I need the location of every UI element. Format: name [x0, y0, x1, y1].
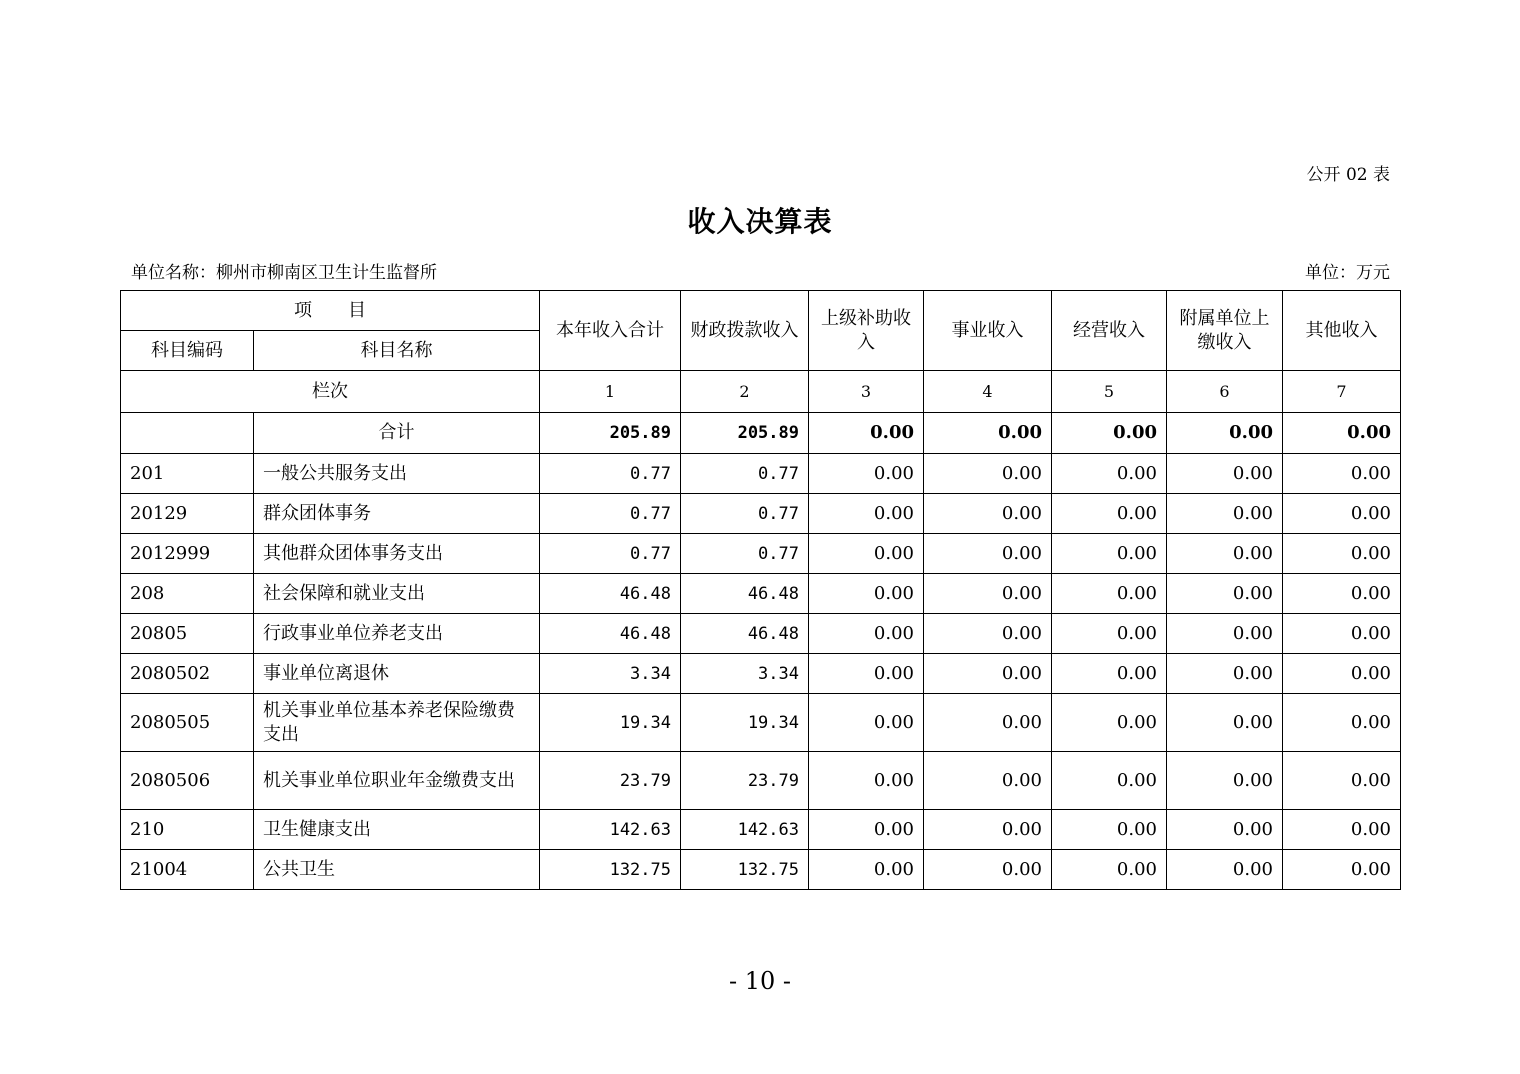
row-value: 0.00 — [1052, 694, 1167, 752]
row-value: 0.77 — [540, 494, 681, 534]
row-value: 0.00 — [809, 614, 924, 654]
table-row — [121, 654, 1401, 694]
index-num: 2 — [681, 371, 809, 413]
row-code: 2080502 — [121, 654, 254, 694]
form-id: 公开 02 表 — [1306, 165, 1390, 185]
row-value: 0.00 — [924, 574, 1052, 614]
row-value: 0.77 — [681, 534, 809, 574]
row-value: 0.00 — [924, 810, 1052, 850]
total-value: 0.00 — [1167, 413, 1283, 454]
row-value: 0.00 — [809, 534, 924, 574]
row-value: 0.00 — [1283, 752, 1401, 810]
row-value: 0.00 — [924, 454, 1052, 494]
header-col-6: 附属单位上缴收入 — [1167, 291, 1283, 371]
row-name: 行政事业单位养老支出 — [254, 614, 540, 654]
row-code: 201 — [121, 454, 254, 494]
row-value: 0.00 — [924, 752, 1052, 810]
row-value: 0.77 — [681, 494, 809, 534]
row-value: 0.00 — [924, 850, 1052, 890]
unit-name: 单位名称：柳州市柳南区卫生计生监督所 — [131, 263, 437, 283]
table-row — [121, 752, 1401, 810]
index-num: 7 — [1283, 371, 1401, 413]
row-value: 0.00 — [1052, 850, 1167, 890]
row-value: 0.00 — [1052, 494, 1167, 534]
row-value: 0.77 — [540, 534, 681, 574]
row-value: 3.34 — [681, 654, 809, 694]
row-value: 0.00 — [1167, 654, 1283, 694]
row-name: 机关事业单位职业年金缴费支出 — [254, 752, 540, 810]
row-value: 0.00 — [809, 654, 924, 694]
row-code: 20129 — [121, 494, 254, 534]
row-code: 210 — [121, 810, 254, 850]
row-name: 事业单位离退休 — [254, 654, 540, 694]
row-value: 0.00 — [1167, 694, 1283, 752]
total-label: 合计 — [254, 413, 540, 454]
row-value: 0.00 — [924, 494, 1052, 534]
table-row — [121, 810, 1401, 850]
row-value: 0.00 — [1052, 752, 1167, 810]
index-num: 5 — [1052, 371, 1167, 413]
row-value: 0.00 — [1052, 574, 1167, 614]
row-value: 0.00 — [1052, 810, 1167, 850]
income-table — [120, 290, 1401, 890]
header-col-2: 财政拨款收入 — [681, 291, 809, 371]
header-col-1: 本年收入合计 — [540, 291, 681, 371]
row-value: 0.00 — [1052, 534, 1167, 574]
row-value: 0.00 — [1052, 454, 1167, 494]
row-value: 0.00 — [809, 494, 924, 534]
row-name: 群众团体事务 — [254, 494, 540, 534]
row-value: 0.00 — [1283, 534, 1401, 574]
row-value: 0.00 — [924, 654, 1052, 694]
row-name: 公共卫生 — [254, 850, 540, 890]
row-value: 3.34 — [540, 654, 681, 694]
row-code: 2012999 — [121, 534, 254, 574]
total-code-cell — [121, 413, 254, 454]
row-value: 0.00 — [1167, 850, 1283, 890]
row-name: 一般公共服务支出 — [254, 454, 540, 494]
row-value: 0.00 — [1283, 694, 1401, 752]
row-value: 0.00 — [809, 752, 924, 810]
row-value: 0.00 — [1283, 810, 1401, 850]
table-row — [121, 850, 1401, 890]
table-row — [121, 534, 1401, 574]
row-value: 0.00 — [1052, 654, 1167, 694]
row-value: 0.00 — [1167, 614, 1283, 654]
index-num: 1 — [540, 371, 681, 413]
index-num: 4 — [924, 371, 1052, 413]
header-name: 科目名称 — [254, 331, 540, 371]
row-value: 0.00 — [1052, 614, 1167, 654]
row-value: 19.34 — [540, 694, 681, 752]
total-value: 0.00 — [1283, 413, 1401, 454]
table-row — [121, 694, 1401, 752]
row-value: 46.48 — [540, 614, 681, 654]
row-value: 19.34 — [681, 694, 809, 752]
row-value: 132.75 — [540, 850, 681, 890]
total-value: 205.89 — [681, 413, 809, 454]
row-name: 社会保障和就业支出 — [254, 574, 540, 614]
header-code: 科目编码 — [121, 331, 254, 371]
row-value: 0.00 — [1283, 454, 1401, 494]
row-value: 0.00 — [1167, 574, 1283, 614]
row-value: 0.00 — [1167, 454, 1283, 494]
row-code: 2080505 — [121, 694, 254, 752]
row-value: 0.77 — [681, 454, 809, 494]
row-value: 0.00 — [809, 810, 924, 850]
table-row — [121, 494, 1401, 534]
page-number: - 10 - — [728, 967, 791, 995]
row-value: 0.00 — [924, 614, 1052, 654]
row-code: 20805 — [121, 614, 254, 654]
row-value: 0.00 — [809, 454, 924, 494]
header-col-7: 其他收入 — [1283, 291, 1401, 371]
row-value: 46.48 — [681, 614, 809, 654]
header-col-3: 上级补助收入 — [809, 291, 924, 371]
row-value: 132.75 — [681, 850, 809, 890]
row-value: 0.00 — [1283, 574, 1401, 614]
row-value: 0.00 — [924, 534, 1052, 574]
total-value: 205.89 — [540, 413, 681, 454]
table-row — [121, 574, 1401, 614]
row-code: 21004 — [121, 850, 254, 890]
index-num: 6 — [1167, 371, 1283, 413]
header-col-5: 经营收入 — [1052, 291, 1167, 371]
row-name: 其他群众团体事务支出 — [254, 534, 540, 574]
row-value: 23.79 — [681, 752, 809, 810]
index-row-label: 栏次 — [121, 371, 540, 413]
row-value: 0.00 — [1167, 494, 1283, 534]
row-value: 46.48 — [540, 574, 681, 614]
row-value: 0.00 — [1283, 614, 1401, 654]
total-value: 0.00 — [1052, 413, 1167, 454]
row-code: 2080506 — [121, 752, 254, 810]
row-value: 46.48 — [681, 574, 809, 614]
row-value: 0.00 — [809, 694, 924, 752]
row-code: 208 — [121, 574, 254, 614]
table-row — [121, 614, 1401, 654]
row-value: 0.00 — [1167, 534, 1283, 574]
row-value: 0.00 — [924, 694, 1052, 752]
row-value: 23.79 — [540, 752, 681, 810]
total-row — [121, 413, 1401, 454]
row-value: 142.63 — [681, 810, 809, 850]
row-value: 0.00 — [1167, 810, 1283, 850]
table-row — [121, 454, 1401, 494]
header-col-4: 事业收入 — [924, 291, 1052, 371]
page-title: 收入决算表 — [687, 205, 833, 238]
total-value: 0.00 — [924, 413, 1052, 454]
currency-unit: 单位：万元 — [1305, 263, 1390, 283]
index-num: 3 — [809, 371, 924, 413]
total-value: 0.00 — [809, 413, 924, 454]
row-name: 机关事业单位基本养老保险缴费支出 — [254, 694, 540, 752]
row-value: 0.00 — [1167, 752, 1283, 810]
row-value: 0.77 — [540, 454, 681, 494]
row-name: 卫生健康支出 — [254, 810, 540, 850]
row-value: 142.63 — [540, 810, 681, 850]
row-value: 0.00 — [1283, 654, 1401, 694]
row-value: 0.00 — [809, 850, 924, 890]
row-value: 0.00 — [1283, 494, 1401, 534]
row-value: 0.00 — [809, 574, 924, 614]
header-project: 项 目 — [121, 291, 540, 331]
row-value: 0.00 — [1283, 850, 1401, 890]
